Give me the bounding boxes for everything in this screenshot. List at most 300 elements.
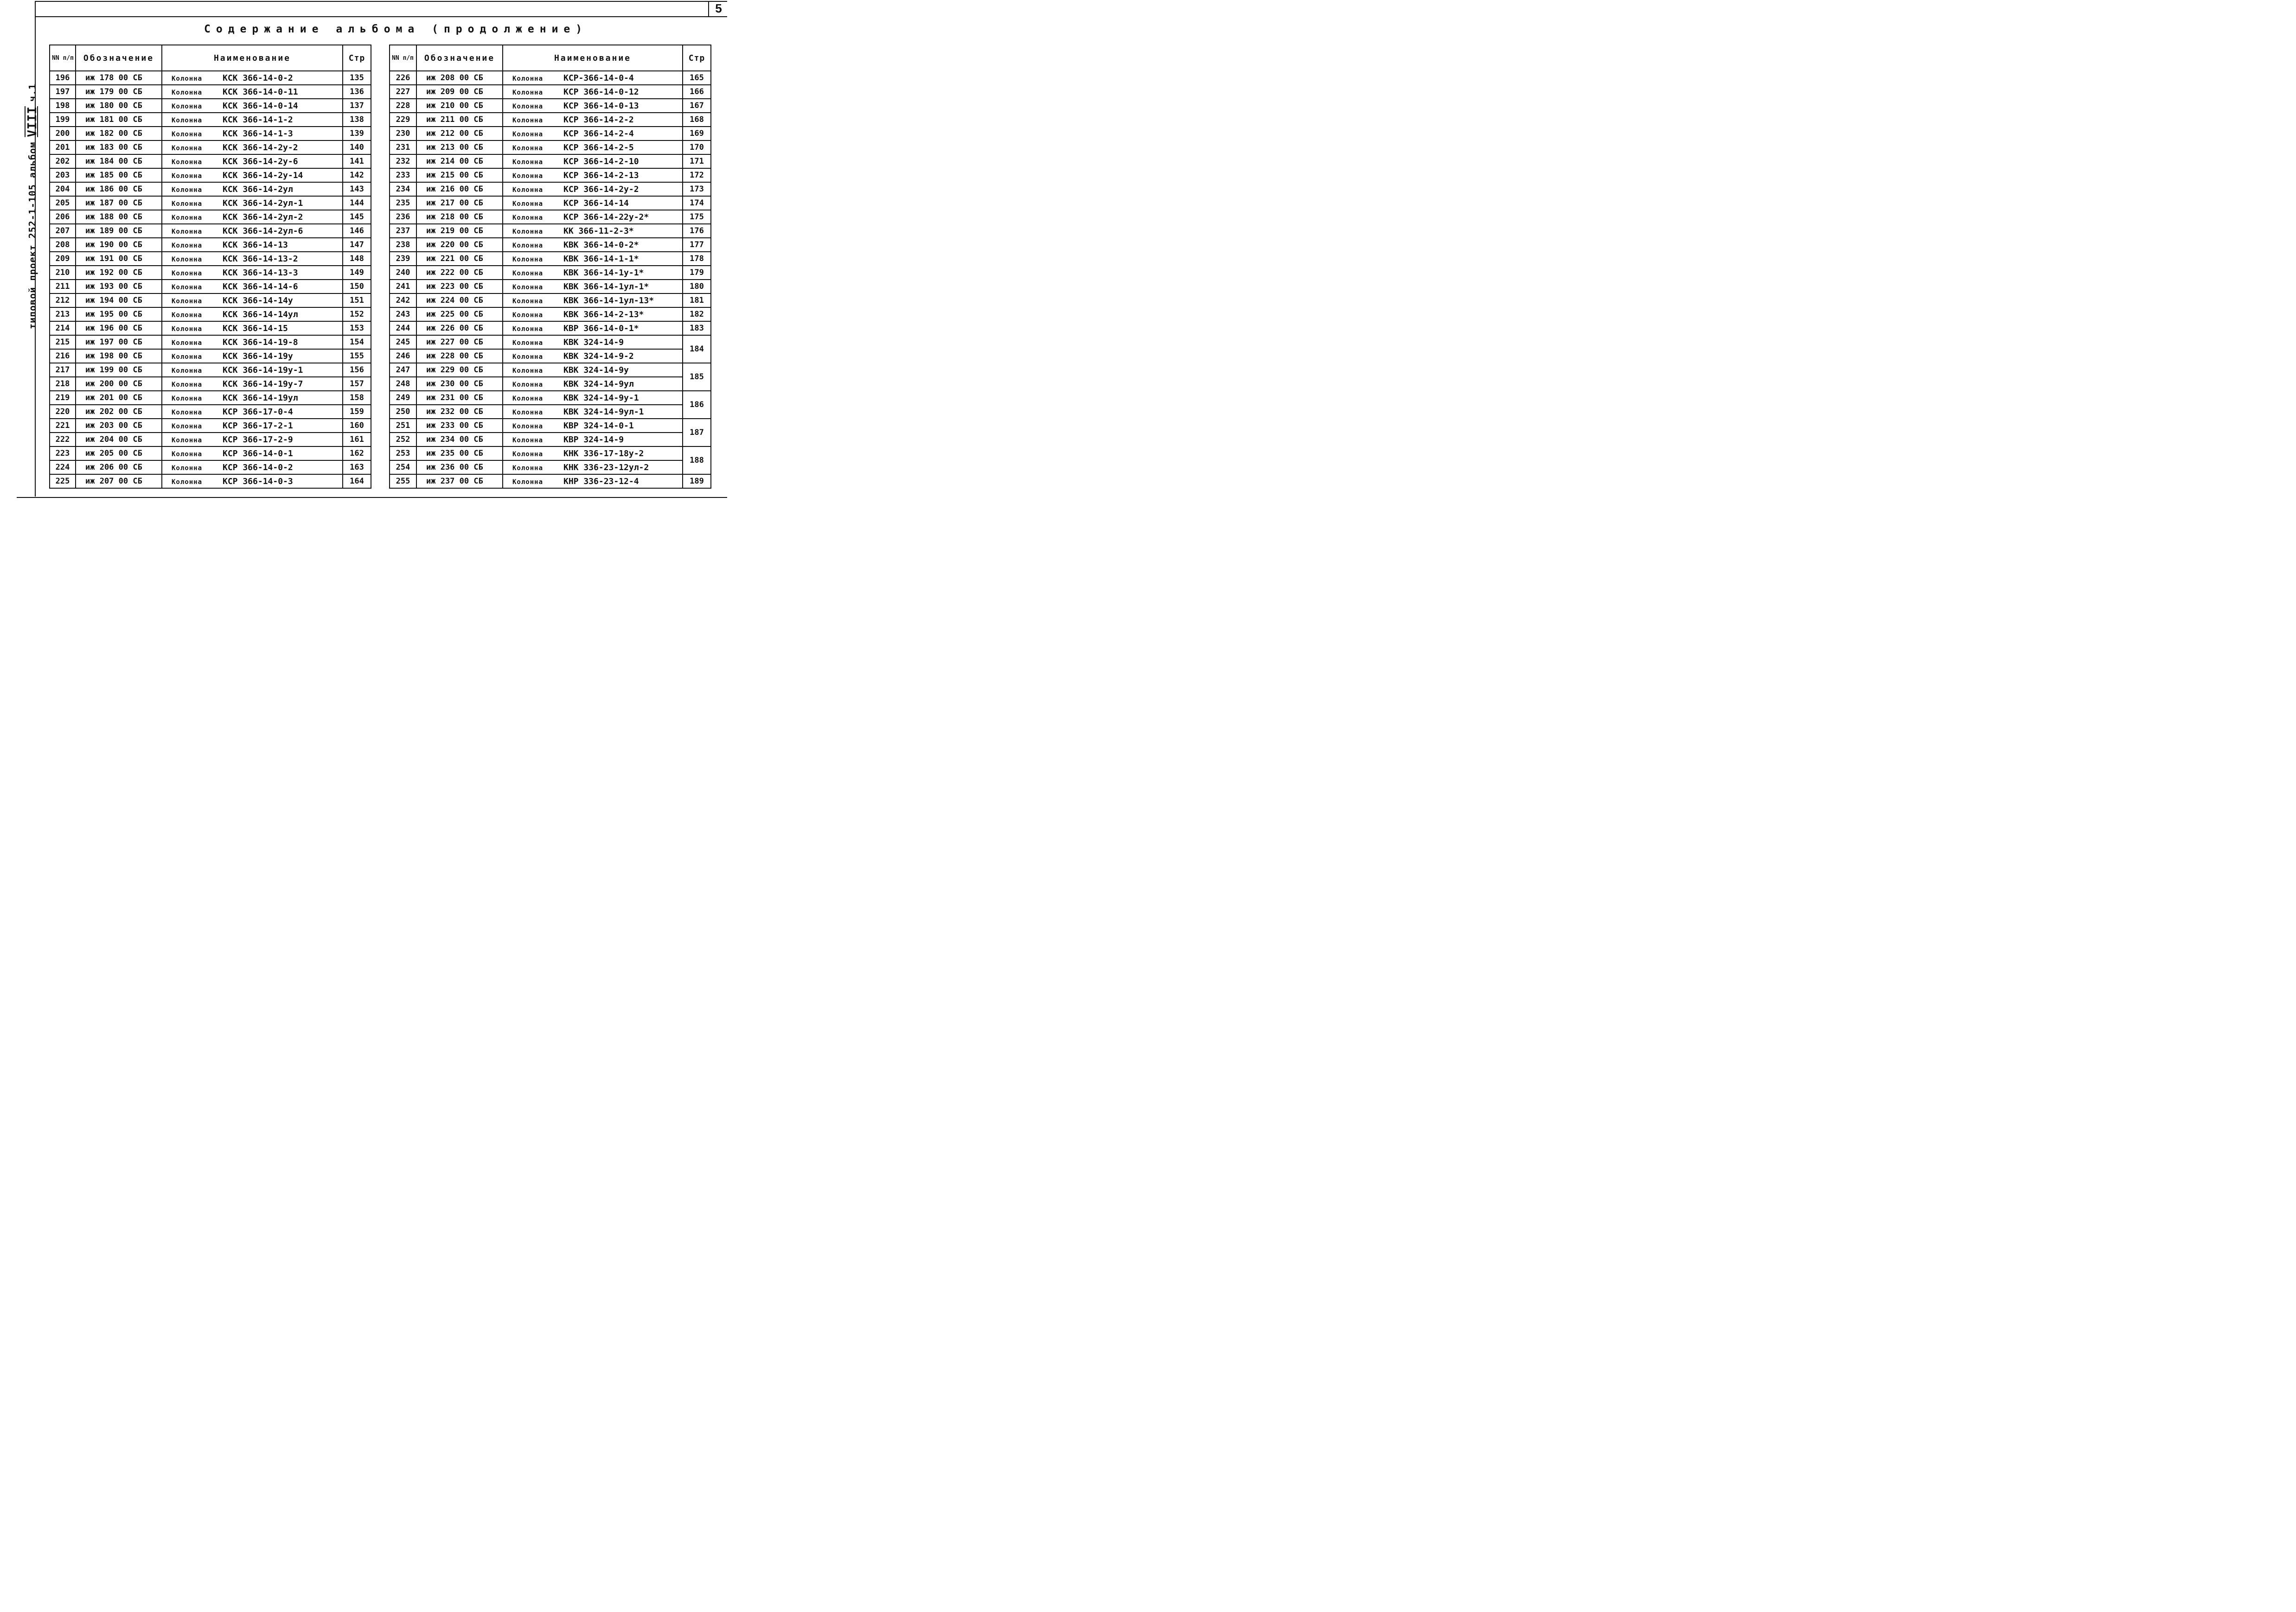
row-name-kind: Колонна xyxy=(512,297,544,305)
row-code: иж 228 00 СБ xyxy=(416,349,503,363)
row-name xyxy=(162,446,343,460)
row-name-kind: Колонна xyxy=(172,158,203,166)
row-name xyxy=(503,252,683,266)
row-name-kind: Колонна xyxy=(512,186,544,194)
table-header-row xyxy=(50,45,371,71)
row-code: иж 234 00 СБ xyxy=(416,433,503,446)
row-name-mark: КВР 366-14-0-1* xyxy=(563,323,639,333)
table-row xyxy=(50,460,371,474)
row-name-kind: Колонна xyxy=(512,158,544,166)
row-name-kind: Колонна xyxy=(172,200,203,208)
table-row xyxy=(390,349,711,363)
row-code: иж 214 00 СБ xyxy=(416,154,503,168)
row-page: 151 xyxy=(343,293,371,307)
side-stamp xyxy=(23,42,42,329)
row-name-mark: КСР-366-14-0-4 xyxy=(563,73,634,83)
table-row xyxy=(50,307,371,321)
table-row xyxy=(390,280,711,293)
row-code: иж 199 00 СБ xyxy=(76,363,162,377)
row-name-mark: КСК 366-14-19ул xyxy=(223,393,298,403)
row-name xyxy=(162,168,343,182)
row-name xyxy=(162,238,343,252)
table-row xyxy=(50,377,371,391)
row-name xyxy=(162,460,343,474)
row-name xyxy=(162,293,343,307)
row-number: 225 xyxy=(50,474,76,488)
table-row xyxy=(50,71,371,85)
row-code: иж 186 00 СБ xyxy=(76,182,162,196)
row-name xyxy=(503,335,683,349)
row-number: 228 xyxy=(390,99,416,113)
row-name xyxy=(162,391,343,405)
row-name-mark: КНК 336-23-12ул-2 xyxy=(563,462,649,472)
row-page: 176 xyxy=(683,224,711,238)
row-code: иж 187 00 СБ xyxy=(76,196,162,210)
row-name xyxy=(162,182,343,196)
row-page: 185 xyxy=(683,363,711,391)
row-page: 181 xyxy=(683,293,711,307)
row-code: иж 189 00 СБ xyxy=(76,224,162,238)
row-code: иж 183 00 СБ xyxy=(76,140,162,154)
row-name-kind: Колонна xyxy=(512,75,544,83)
table-row xyxy=(390,182,711,196)
row-name-kind: Колонна xyxy=(512,408,544,416)
row-code: иж 181 00 СБ xyxy=(76,113,162,127)
row-code: иж 222 00 СБ xyxy=(416,266,503,280)
row-number: 254 xyxy=(390,460,416,474)
row-number: 221 xyxy=(50,419,76,433)
row-name-mark: КСК 366-14-14ул xyxy=(223,309,298,319)
row-name xyxy=(162,280,343,293)
row-name xyxy=(503,280,683,293)
row-name xyxy=(503,113,683,127)
row-number: 214 xyxy=(50,321,76,335)
row-code: иж 229 00 СБ xyxy=(416,363,503,377)
row-number: 235 xyxy=(390,196,416,210)
row-name-kind: Колонна xyxy=(512,130,544,138)
table-row xyxy=(50,405,371,419)
row-name-kind: Колонна xyxy=(512,89,544,96)
row-number: 224 xyxy=(50,460,76,474)
side-part-label: ч.1 xyxy=(27,83,38,102)
row-name-kind: Колонна xyxy=(512,242,544,249)
row-code: иж 201 00 СБ xyxy=(76,391,162,405)
row-number: 198 xyxy=(50,99,76,113)
row-name-kind: Колонна xyxy=(172,242,203,249)
row-number: 201 xyxy=(50,140,76,154)
row-name-mark: КСР 366-14-2-10 xyxy=(563,156,639,166)
row-page: 167 xyxy=(683,99,711,113)
row-code: иж 216 00 СБ xyxy=(416,182,503,196)
row-code: иж 227 00 СБ xyxy=(416,335,503,349)
contents-table-left xyxy=(49,45,371,489)
row-name xyxy=(162,307,343,321)
header-num: NN п/п xyxy=(50,45,76,71)
table-row xyxy=(390,307,711,321)
row-code: иж 190 00 СБ xyxy=(76,238,162,252)
row-page: 142 xyxy=(343,168,371,182)
row-page: 150 xyxy=(343,280,371,293)
header-code: Обозначение xyxy=(416,45,503,71)
table-row xyxy=(390,238,711,252)
row-number: 196 xyxy=(50,71,76,85)
row-name-mark: КСК 366-14-19-8 xyxy=(223,337,298,347)
row-page: 140 xyxy=(343,140,371,154)
row-page: 184 xyxy=(683,335,711,363)
row-name-mark: КСР 366-14-2-13 xyxy=(563,170,639,180)
row-code: иж 213 00 СБ xyxy=(416,140,503,154)
row-name-kind: Колонна xyxy=(512,200,544,208)
row-number: 237 xyxy=(390,224,416,238)
row-name xyxy=(503,460,683,474)
row-name-kind: Колонна xyxy=(512,450,544,458)
row-name-mark: КВК 366-14-1у-1* xyxy=(563,268,644,278)
row-code: иж 221 00 СБ xyxy=(416,252,503,266)
row-code: иж 225 00 СБ xyxy=(416,307,503,321)
row-code: иж 218 00 СБ xyxy=(416,210,503,224)
row-name-kind: Колонна xyxy=(512,339,544,347)
table-row xyxy=(50,349,371,363)
side-project-label: типовой проект 252-1-105 альбом xyxy=(27,141,38,329)
row-name xyxy=(162,474,343,488)
row-code: иж 195 00 СБ xyxy=(76,307,162,321)
row-name-mark: КСК 366-14-1-3 xyxy=(223,128,293,139)
row-name xyxy=(162,71,343,85)
row-name xyxy=(503,433,683,446)
table-row xyxy=(50,419,371,433)
row-name-mark: КСР 366-14-0-1 xyxy=(223,448,293,459)
table-row xyxy=(390,140,711,154)
table-row xyxy=(50,293,371,307)
row-code: иж 194 00 СБ xyxy=(76,293,162,307)
row-code: иж 223 00 СБ xyxy=(416,280,503,293)
row-name xyxy=(162,321,343,335)
table-row xyxy=(390,474,711,488)
table-row xyxy=(50,446,371,460)
row-name-kind: Колонна xyxy=(172,408,203,416)
table-row xyxy=(50,391,371,405)
row-name xyxy=(503,321,683,335)
row-name-mark: КСР 366-17-2-1 xyxy=(223,421,293,431)
row-code: иж 205 00 СБ xyxy=(76,446,162,460)
row-page: 183 xyxy=(683,321,711,335)
row-name-mark: КСК 366-14-1-2 xyxy=(223,115,293,125)
row-number: 241 xyxy=(390,280,416,293)
row-name-mark: КСК 366-14-2у-14 xyxy=(223,170,303,180)
row-name-kind: Колонна xyxy=(172,116,203,124)
row-code: иж 215 00 СБ xyxy=(416,168,503,182)
row-number: 216 xyxy=(50,349,76,363)
row-page: 187 xyxy=(683,419,711,446)
row-name-mark: КСР 366-17-2-9 xyxy=(223,434,293,445)
row-name xyxy=(503,224,683,238)
row-number: 250 xyxy=(390,405,416,419)
row-code: иж 202 00 СБ xyxy=(76,405,162,419)
row-name-mark: КСР 366-14-0-12 xyxy=(563,87,639,97)
row-page: 166 xyxy=(683,85,711,99)
table-row xyxy=(390,210,711,224)
row-code: иж 207 00 СБ xyxy=(76,474,162,488)
row-number: 207 xyxy=(50,224,76,238)
row-name-mark: КСР 366-14-2у-2 xyxy=(563,184,639,194)
row-number: 203 xyxy=(50,168,76,182)
row-name-kind: Колонна xyxy=(512,116,544,124)
table-row xyxy=(390,446,711,460)
row-page: 153 xyxy=(343,321,371,335)
table-row xyxy=(390,321,711,335)
row-code: иж 235 00 СБ xyxy=(416,446,503,460)
row-name-kind: Колонна xyxy=(172,89,203,96)
row-page: 174 xyxy=(683,196,711,210)
table-row xyxy=(390,127,711,140)
row-name-mark: КСК 366-14-2у-2 xyxy=(223,142,298,153)
row-name-mark: КСК 366-14-19у-1 xyxy=(223,365,303,375)
row-code: иж 197 00 СБ xyxy=(76,335,162,349)
row-number: 202 xyxy=(50,154,76,168)
row-name-mark: КСК 366-14-13-3 xyxy=(223,268,298,278)
table-row xyxy=(390,99,711,113)
table-row xyxy=(390,377,711,391)
table-row xyxy=(390,293,711,307)
row-page: 186 xyxy=(683,391,711,419)
row-name xyxy=(503,307,683,321)
row-name-kind: Колонна xyxy=(512,436,544,444)
row-code: иж 185 00 СБ xyxy=(76,168,162,182)
row-page: 162 xyxy=(343,446,371,460)
row-name-kind: Колонна xyxy=(172,102,203,110)
row-code: иж 217 00 СБ xyxy=(416,196,503,210)
row-name-mark: КВК 324-14-9ул xyxy=(563,379,634,389)
row-page: 145 xyxy=(343,210,371,224)
row-code: иж 211 00 СБ xyxy=(416,113,503,127)
row-name xyxy=(503,154,683,168)
row-name xyxy=(503,293,683,307)
row-number: 213 xyxy=(50,307,76,321)
row-number: 219 xyxy=(50,391,76,405)
row-name-kind: Колонна xyxy=(512,422,544,430)
table-row xyxy=(390,363,711,377)
row-code: иж 188 00 СБ xyxy=(76,210,162,224)
row-code: иж 198 00 СБ xyxy=(76,349,162,363)
row-page: 163 xyxy=(343,460,371,474)
table-row xyxy=(50,85,371,99)
row-code: иж 180 00 СБ xyxy=(76,99,162,113)
row-number: 223 xyxy=(50,446,76,460)
row-number: 245 xyxy=(390,335,416,349)
header-page: Стр xyxy=(343,45,371,71)
row-name-kind: Колонна xyxy=(172,130,203,138)
row-name-mark: КВК 324-14-9у-1 xyxy=(563,393,639,403)
row-name xyxy=(503,85,683,99)
row-number: 230 xyxy=(390,127,416,140)
frame-top-line xyxy=(35,1,727,2)
table-row xyxy=(50,238,371,252)
row-name-mark: КСК 366-14-19у xyxy=(223,351,293,361)
row-number: 215 xyxy=(50,335,76,349)
row-number: 206 xyxy=(50,210,76,224)
row-code: иж 219 00 СБ xyxy=(416,224,503,238)
row-name-mark: КВР 324-14-9 xyxy=(563,434,624,445)
row-name xyxy=(503,474,683,488)
row-number: 210 xyxy=(50,266,76,280)
row-number: 208 xyxy=(50,238,76,252)
row-page: 135 xyxy=(343,71,371,85)
row-name xyxy=(503,419,683,433)
table-row xyxy=(50,335,371,349)
row-name xyxy=(162,85,343,99)
table-row xyxy=(390,85,711,99)
row-name-kind: Колонна xyxy=(512,311,544,319)
header-name: Наименование xyxy=(503,45,683,71)
row-code: иж 220 00 СБ xyxy=(416,238,503,252)
row-page: 170 xyxy=(683,140,711,154)
row-code: иж 236 00 СБ xyxy=(416,460,503,474)
row-name-kind: Колонна xyxy=(172,422,203,430)
row-page: 146 xyxy=(343,224,371,238)
row-name-mark: КСК 366-14-14-6 xyxy=(223,281,298,292)
row-number: 212 xyxy=(50,293,76,307)
row-number: 240 xyxy=(390,266,416,280)
row-code: иж 233 00 СБ xyxy=(416,419,503,433)
row-code: иж 192 00 СБ xyxy=(76,266,162,280)
row-name xyxy=(162,127,343,140)
row-page: 156 xyxy=(343,363,371,377)
header-num: NN п/п xyxy=(390,45,416,71)
row-name-mark: КСК 366-14-13 xyxy=(223,240,288,250)
row-name-mark: КСР 366-14-0-3 xyxy=(223,476,293,486)
table-row xyxy=(50,99,371,113)
table-row xyxy=(50,280,371,293)
row-code: иж 204 00 СБ xyxy=(76,433,162,446)
row-name xyxy=(503,210,683,224)
row-name xyxy=(162,419,343,433)
row-number: 234 xyxy=(390,182,416,196)
row-name-mark: КНР 336-23-12-4 xyxy=(563,476,639,486)
row-name xyxy=(162,140,343,154)
row-number: 251 xyxy=(390,419,416,433)
row-page: 189 xyxy=(683,474,711,488)
row-name-kind: Колонна xyxy=(172,339,203,347)
table-row xyxy=(50,182,371,196)
side-album-number: VIII xyxy=(26,106,39,137)
row-name-kind: Колонна xyxy=(172,478,203,486)
row-name xyxy=(162,335,343,349)
row-name xyxy=(503,391,683,405)
row-code: иж 212 00 СБ xyxy=(416,127,503,140)
table-row xyxy=(50,210,371,224)
row-name xyxy=(162,405,343,419)
row-name xyxy=(162,349,343,363)
row-number: 222 xyxy=(50,433,76,446)
row-name-kind: Колонна xyxy=(512,172,544,180)
frame-inner-line xyxy=(35,16,727,17)
row-name-kind: Колонна xyxy=(512,144,544,152)
row-number: 220 xyxy=(50,405,76,419)
table-row xyxy=(390,113,711,127)
row-page: 168 xyxy=(683,113,711,127)
row-name-mark: КСР 366-14-2-4 xyxy=(563,128,634,139)
row-name xyxy=(162,433,343,446)
row-name-mark: КНК 336-17-18у-2 xyxy=(563,448,644,459)
row-number: 205 xyxy=(50,196,76,210)
row-name-mark: КСК 366-14-15 xyxy=(223,323,288,333)
row-name-kind: Колонна xyxy=(512,228,544,236)
row-name-mark: КСР 366-14-14 xyxy=(563,198,629,208)
row-number: 229 xyxy=(390,113,416,127)
row-code: иж 210 00 СБ xyxy=(416,99,503,113)
row-page: 147 xyxy=(343,238,371,252)
row-code: иж 179 00 СБ xyxy=(76,85,162,99)
sheet-number: 5 xyxy=(715,1,722,15)
row-name-mark: КВК 324-14-9ул-1 xyxy=(563,407,644,417)
row-number: 197 xyxy=(50,85,76,99)
table-row xyxy=(390,224,711,238)
row-code: иж 226 00 СБ xyxy=(416,321,503,335)
table-row xyxy=(390,460,711,474)
row-name xyxy=(162,377,343,391)
table-row xyxy=(390,433,711,446)
table-row xyxy=(50,224,371,238)
row-number: 253 xyxy=(390,446,416,460)
row-number: 199 xyxy=(50,113,76,127)
row-name xyxy=(162,266,343,280)
row-name-mark: КВК 366-14-1ул-13* xyxy=(563,295,654,306)
row-name-kind: Колонна xyxy=(512,353,544,361)
row-name-mark: КВК 366-14-0-2* xyxy=(563,240,639,250)
row-number: 239 xyxy=(390,252,416,266)
row-name-kind: Колонна xyxy=(512,395,544,402)
row-name-mark: КСР 366-14-2-5 xyxy=(563,142,634,153)
sheet-number-box xyxy=(708,1,728,16)
row-code: иж 191 00 СБ xyxy=(76,252,162,266)
row-page: 137 xyxy=(343,99,371,113)
row-number: 242 xyxy=(390,293,416,307)
row-name xyxy=(503,127,683,140)
row-name-mark: КВК 324-14-9 xyxy=(563,337,624,347)
table-row xyxy=(390,335,711,349)
row-name-mark: КВК 324-14-9у xyxy=(563,365,629,375)
row-name-mark: КСК 366-14-2ул-6 xyxy=(223,226,303,236)
row-name-kind: Колонна xyxy=(512,214,544,222)
table-row xyxy=(390,419,711,433)
row-code: иж 209 00 СБ xyxy=(416,85,503,99)
table-row xyxy=(390,168,711,182)
row-name-mark: КВК 324-14-9-2 xyxy=(563,351,634,361)
table-row xyxy=(390,405,711,419)
row-name xyxy=(162,99,343,113)
row-name-mark: КСК 366-14-2ул xyxy=(223,184,293,194)
row-name xyxy=(503,349,683,363)
row-code: иж 182 00 СБ xyxy=(76,127,162,140)
row-name-kind: Колонна xyxy=(172,269,203,277)
row-page: 144 xyxy=(343,196,371,210)
table-row xyxy=(50,252,371,266)
row-name-kind: Колонна xyxy=(172,214,203,222)
table-row xyxy=(390,154,711,168)
row-number: 211 xyxy=(50,280,76,293)
row-name xyxy=(162,113,343,127)
row-name-kind: Колонна xyxy=(512,283,544,291)
row-name-kind: Колонна xyxy=(512,464,544,472)
row-name-kind: Колонна xyxy=(172,353,203,361)
row-number: 232 xyxy=(390,154,416,168)
row-name xyxy=(162,196,343,210)
row-name-kind: Колонна xyxy=(172,464,203,472)
row-name xyxy=(503,377,683,391)
row-page: 169 xyxy=(683,127,711,140)
row-number: 238 xyxy=(390,238,416,252)
row-number: 209 xyxy=(50,252,76,266)
